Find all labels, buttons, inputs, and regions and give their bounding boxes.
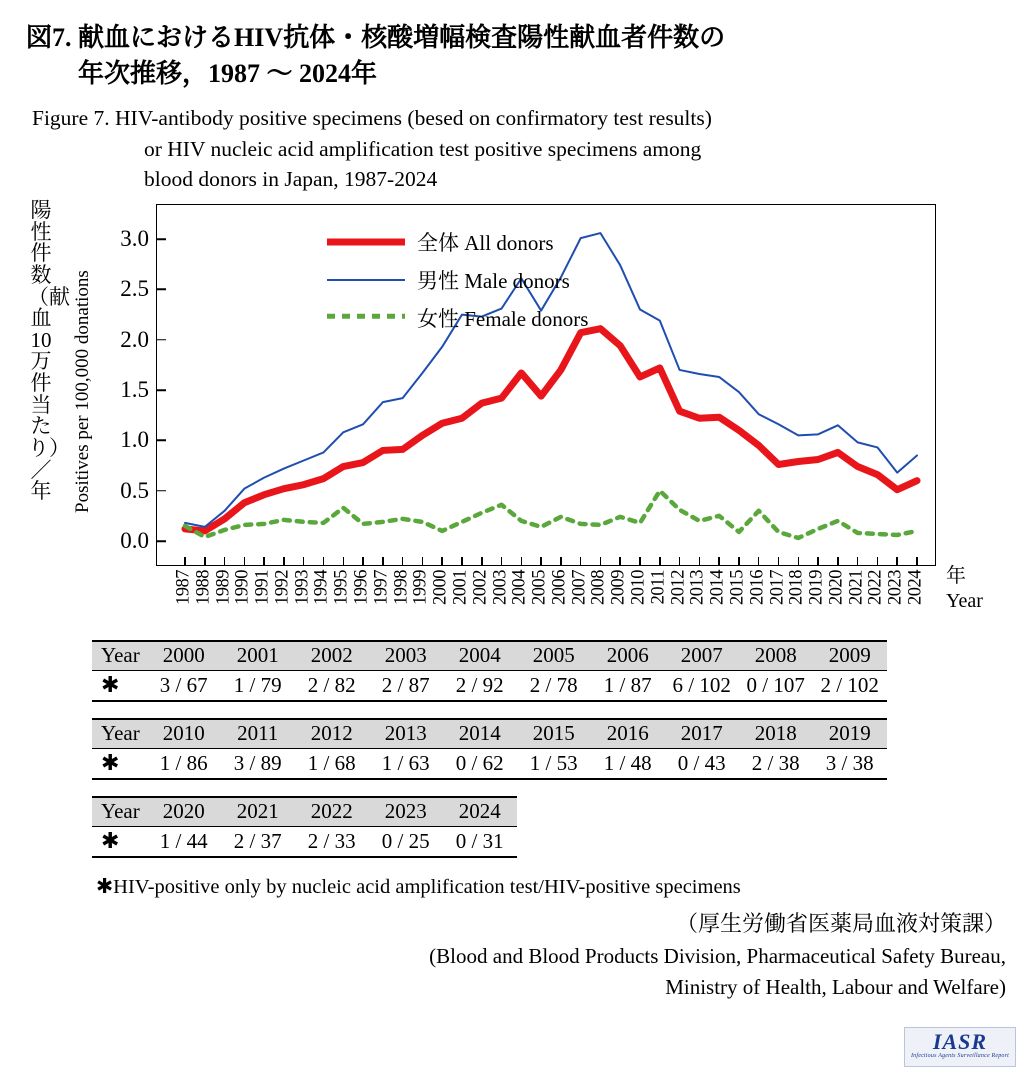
x-tick-label: 2009: [608, 570, 629, 605]
y-tick-mark: [157, 440, 166, 442]
table-cell: 1 / 63: [369, 749, 443, 780]
table-cell: 0 / 43: [665, 749, 739, 780]
table-cell: ✱: [92, 749, 147, 780]
x-tick-label: 1991: [252, 570, 273, 605]
x-tick-mark: [362, 557, 364, 565]
legend-label-male: 男性 Male donors: [417, 269, 570, 293]
table-cell: 2010: [147, 719, 221, 749]
x-tick-mark: [422, 557, 424, 565]
table-cell: 0 / 62: [443, 749, 517, 780]
table-cell: 1 / 44: [147, 827, 221, 858]
y-tick-label: 3.0: [120, 226, 149, 252]
legend-label-all: 全体 All donors: [417, 231, 554, 255]
x-axis-label-ja: 年: [946, 565, 966, 587]
table-cell: 2 / 82: [295, 671, 369, 702]
x-tick-mark: [244, 557, 246, 565]
x-tick-label: 2004: [509, 570, 530, 605]
x-tick-mark: [837, 557, 839, 565]
data-table-2010s: [92, 718, 887, 780]
x-tick-label: 2010: [628, 570, 649, 605]
table-cell: 2024: [443, 797, 517, 827]
x-tick-mark: [619, 557, 621, 565]
x-tick-mark: [521, 557, 523, 565]
x-tick-mark: [402, 557, 404, 565]
table-cell: 3 / 67: [147, 671, 221, 702]
table-row: [92, 827, 517, 858]
x-tick-label: 2018: [786, 570, 807, 605]
y-tick-label: 2.5: [120, 276, 149, 302]
table-row-header: [92, 797, 517, 827]
table-row-header: [92, 641, 887, 671]
x-tick-mark: [580, 557, 582, 565]
table-cell: 2017: [665, 719, 739, 749]
x-tick-label: 2003: [490, 570, 511, 605]
legend-item-male: [327, 261, 588, 299]
table-cell: 2013: [369, 719, 443, 749]
table-cell: 2 / 87: [369, 671, 443, 702]
x-tick-label: 1989: [213, 570, 234, 605]
table-cell: 2006: [591, 641, 665, 671]
table-cell: 1 / 68: [295, 749, 369, 780]
x-tick-label: 2001: [450, 570, 471, 605]
table-cell: 2 / 78: [517, 671, 591, 702]
table-cell: 2003: [369, 641, 443, 671]
table-cell: 2021: [221, 797, 295, 827]
x-tick-mark: [303, 557, 305, 565]
table-cell: 2012: [295, 719, 369, 749]
table-cell: 3 / 38: [813, 749, 887, 780]
table-cell: 2005: [517, 641, 591, 671]
page-title-ja: [26, 20, 1016, 92]
x-tick-mark: [817, 557, 819, 565]
plot-area: [120, 204, 936, 566]
table-cell: 2 / 33: [295, 827, 369, 858]
x-tick-mark: [639, 557, 641, 565]
table-cell: 2019: [813, 719, 887, 749]
x-tick-mark: [224, 557, 226, 565]
x-tick-mark: [699, 557, 701, 565]
table-cell: Year: [92, 719, 147, 749]
table-cell: 1 / 79: [221, 671, 295, 702]
table-cell: 2 / 38: [739, 749, 813, 780]
table-cell: 1 / 48: [591, 749, 665, 780]
table-cell: 0 / 25: [369, 827, 443, 858]
x-tick-mark: [718, 557, 720, 565]
page-title-en: [32, 103, 1017, 195]
x-tick-label: 2020: [826, 570, 847, 605]
x-tick-label: 1996: [351, 570, 372, 605]
series-line-all: [185, 329, 917, 531]
y-tick-label: 0.5: [120, 477, 149, 503]
x-tick-mark: [600, 557, 602, 565]
x-tick-label: 2012: [668, 570, 689, 605]
x-tick-mark: [204, 557, 206, 565]
table-row-header: [92, 719, 887, 749]
x-tick-label: 2013: [687, 570, 708, 605]
table-cell: ✱: [92, 827, 147, 858]
legend-item-female: [327, 299, 588, 337]
page-title-ja-line2: 年次推移，1987 〜 2024年: [78, 58, 378, 88]
x-tick-label: 2022: [865, 570, 886, 605]
x-tick-label: 1987: [173, 570, 194, 605]
table-cell: 6 / 102: [665, 671, 739, 702]
y-tick-mark: [157, 389, 166, 391]
x-tick-label: 2006: [549, 570, 570, 605]
iasr-logo-title: IASR: [932, 1029, 988, 1054]
x-tick-mark: [778, 557, 780, 565]
source-credit: [0, 908, 1006, 1003]
iasr-logo-subtitle: Infectious Agents Surveillance Report: [910, 1053, 1010, 1060]
y-tick-mark: [157, 238, 166, 240]
table-row: [92, 749, 887, 780]
x-tick-label: 2002: [470, 570, 491, 605]
x-tick-mark: [283, 557, 285, 565]
data-tables: [92, 640, 972, 874]
y-tick-mark: [157, 289, 166, 291]
table-row: [92, 671, 887, 702]
x-tick-mark: [382, 557, 384, 565]
x-tick-mark: [540, 557, 542, 565]
table-cell: 2007: [665, 641, 739, 671]
table-cell: 2023: [369, 797, 443, 827]
y-axis-label-ja: 陽性件数（献血10万件当たり）／年: [28, 198, 70, 504]
x-tick-mark: [679, 557, 681, 565]
y-tick-label: 0.0: [120, 528, 149, 553]
x-tick-label: 1990: [232, 570, 253, 605]
x-tick-mark: [896, 557, 898, 565]
x-tick-mark: [481, 557, 483, 565]
page-title-en-line2: or HIV nucleic acid amplification test positive specimens among: [144, 136, 702, 161]
chart-legend: [327, 223, 588, 337]
x-tick-mark: [461, 557, 463, 565]
table-cell: 2018: [739, 719, 813, 749]
source-credit-ja: （厚生労働省医薬局血液対策課）: [675, 911, 1006, 936]
source-credit-en-line2: Ministry of Health, Labour and Welfare): [665, 974, 1006, 999]
iasr-logo: [904, 1027, 1016, 1067]
table-cell: 3 / 89: [221, 749, 295, 780]
table-cell: 2020: [147, 797, 221, 827]
table-cell: Year: [92, 641, 147, 671]
x-tick-mark: [323, 557, 325, 565]
table-footnote: ✱HIV-positive only by nucleic acid amplification test/HIV-positive specimens: [96, 876, 741, 898]
x-tick-label: 2011: [648, 570, 669, 605]
x-tick-label: 2017: [767, 570, 787, 605]
table-cell: 2 / 37: [221, 827, 295, 858]
table-cell: ✱: [92, 671, 147, 702]
legend-label-female: 女性 Female donors: [417, 307, 589, 331]
x-tick-mark: [738, 557, 740, 565]
x-tick-label: 1998: [391, 570, 412, 605]
x-tick-label: 2021: [846, 570, 867, 605]
x-tick-mark: [659, 557, 661, 565]
data-table-2000s: [92, 640, 887, 702]
table-cell: 1 / 86: [147, 749, 221, 780]
table-cell: Year: [92, 797, 147, 827]
table-cell: 1 / 87: [591, 671, 665, 702]
table-cell: 2015: [517, 719, 591, 749]
x-tick-mark: [877, 557, 879, 565]
x-axis-label: [946, 564, 983, 614]
legend-item-all: [327, 223, 588, 261]
x-tick-mark: [916, 557, 918, 565]
page-title-ja-line1: 図7. 献血におけるHIV抗体・核酸増幅検査陽性献血者件数の: [26, 23, 726, 52]
table-cell: 2011: [221, 719, 295, 749]
y-tick-mark: [157, 339, 166, 341]
x-tick-label: 2015: [727, 570, 748, 605]
x-tick-label: 1992: [272, 570, 293, 605]
x-tick-label: 2023: [885, 570, 906, 605]
x-tick-label: 2016: [747, 570, 768, 605]
table-cell: 0 / 31: [443, 827, 517, 858]
y-tick-label: 1.0: [120, 427, 149, 453]
x-tick-mark: [758, 557, 760, 565]
page-title-en-line1: Figure 7. HIV-antibody positive specimens (besed on confirmatory test results): [32, 106, 712, 130]
x-tick-label: 1994: [311, 570, 332, 605]
y-tick-mark: [157, 490, 166, 492]
x-tick-label: 2008: [588, 570, 609, 605]
x-tick-mark: [560, 557, 562, 565]
page-title-en-line3: blood donors in Japan, 1987-2024: [144, 167, 438, 192]
source-credit-en-line1: (Blood and Blood Products Division, Pharmaceutical Safety Bureau,: [429, 943, 1006, 968]
table-cell: 2009: [813, 641, 887, 671]
table-cell: 2022: [295, 797, 369, 827]
x-tick-label: 2005: [529, 570, 550, 605]
x-tick-mark: [263, 557, 265, 565]
table-cell: 2 / 102: [813, 671, 887, 702]
x-axis-label-en: Year: [946, 590, 983, 612]
x-tick-mark: [798, 557, 800, 565]
table-cell: 2000: [147, 641, 221, 671]
table-cell: 2002: [295, 641, 369, 671]
data-table-2020s: [92, 796, 517, 858]
x-tick-mark: [441, 557, 443, 565]
x-tick-mark: [501, 557, 503, 565]
table-cell: 2008: [739, 641, 813, 671]
x-tick-label: 2014: [707, 570, 728, 605]
x-tick-label: 2019: [806, 570, 827, 605]
x-tick-label: 2024: [905, 570, 926, 605]
table-cell: 2001: [221, 641, 295, 671]
y-tick-mark: [157, 540, 166, 542]
x-tick-label: 1993: [292, 570, 313, 605]
y-axis-label-en: Positives per 100,000 donations: [72, 270, 93, 514]
x-tick-label: 1999: [410, 570, 431, 605]
y-tick-label: 1.5: [120, 377, 149, 403]
series-line-female: [185, 491, 917, 538]
x-tick-label: 1995: [331, 570, 352, 605]
chart-container: [26, 196, 1016, 626]
table-cell: 0 / 107: [739, 671, 813, 702]
table-cell: 2014: [443, 719, 517, 749]
x-tick-mark: [857, 557, 859, 565]
table-cell: 1 / 53: [517, 749, 591, 780]
table-cell: 2 / 92: [443, 671, 517, 702]
x-tick-mark: [343, 557, 345, 565]
x-tick-mark: [184, 557, 186, 565]
x-tick-label: 2007: [569, 570, 590, 605]
x-tick-label: 2000: [430, 570, 451, 605]
x-tick-label: 1988: [193, 570, 214, 605]
table-cell: 2016: [591, 719, 665, 749]
table-cell: 2004: [443, 641, 517, 671]
y-tick-label: 2.0: [120, 326, 149, 352]
x-tick-label: 1997: [371, 570, 392, 605]
